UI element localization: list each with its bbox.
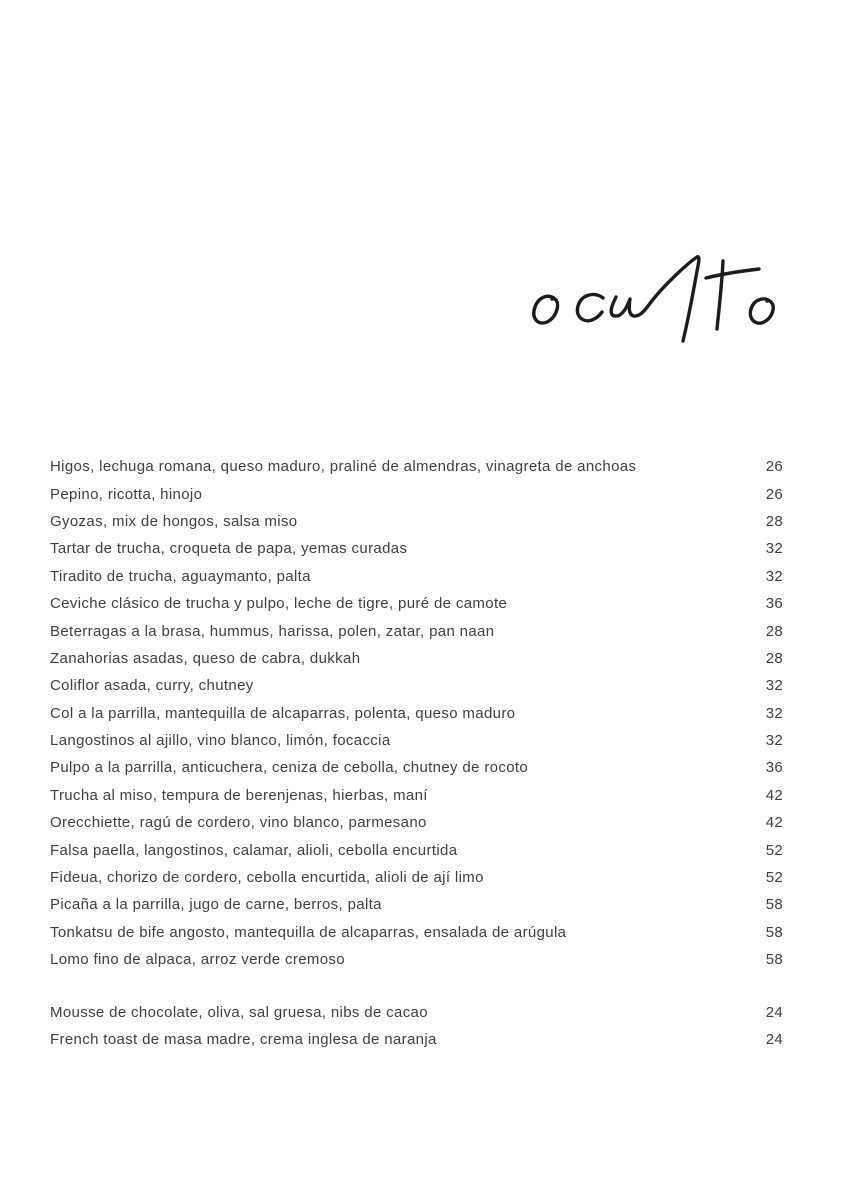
dish-price: 36: [765, 595, 783, 613]
dish-price: 36: [765, 759, 783, 777]
menu-item-row: [50, 563, 783, 590]
menu-item-row: [50, 453, 783, 480]
dish-name: Pulpo a la parrilla, anticuchera, ceniza de cebolla, chutney de rocoto: [50, 759, 529, 777]
oculto-logo-svg: [530, 248, 780, 348]
menu-item-row: [50, 700, 783, 727]
dish-price: 24: [765, 1003, 783, 1021]
dish-price: 32: [765, 704, 783, 722]
dish-name: Langostinos al ajillo, vino blanco, limón, focaccia: [50, 732, 391, 750]
dish-price: 26: [765, 485, 783, 503]
menu-item-row: [50, 1026, 783, 1053]
menu-item-row: [50, 535, 783, 562]
dish-price: 52: [765, 841, 783, 859]
dish-name: Ceviche clásico de trucha y pulpo, leche de tigre, puré de camote: [50, 595, 508, 613]
dish-price: 28: [765, 622, 783, 640]
dish-name: Fideua, chorizo de cordero, cebolla encurtida, alioli de ají limo: [50, 869, 484, 887]
menu-item-row: [50, 645, 783, 672]
menu-item-row: [50, 946, 783, 973]
dish-price: 42: [765, 814, 783, 832]
dish-price: 24: [765, 1031, 783, 1048]
dish-price: 32: [765, 540, 783, 558]
dish-price: 58: [765, 923, 783, 941]
dish-name: Tiradito de trucha, aguaymanto, palta: [50, 567, 311, 585]
menu-item-row: [50, 891, 783, 918]
dish-name: Higos, lechuga romana, queso maduro, praliné de almendras, vinagreta de anchoas: [50, 458, 637, 476]
menu-item-row: [50, 508, 783, 535]
dish-price: 32: [765, 677, 783, 695]
dish-price: 32: [765, 732, 783, 750]
menu-item-row: [50, 754, 783, 781]
dish-price: 28: [765, 512, 783, 530]
menu-item-row: [50, 836, 783, 863]
menu-item-row: [50, 782, 783, 809]
oculto-logo: [530, 248, 780, 348]
dish-price: 42: [765, 786, 783, 804]
menu-item-row: [50, 998, 783, 1025]
menu-section-desserts: [50, 998, 783, 1053]
dish-name: Picaña a la parrilla, jugo de carne, berros, palta: [50, 896, 382, 914]
dish-name: Falsa paella, langostinos, calamar, alioli, cebolla encurtida: [50, 841, 458, 859]
dish-name: Coliflor asada, curry, chutney: [50, 677, 254, 695]
menu-item-row: [50, 864, 783, 891]
dish-name: Mousse de chocolate, oliva, sal gruesa, nibs de cacao: [50, 1003, 428, 1021]
dish-price: 52: [765, 869, 783, 887]
dish-name: Lomo fino de alpaca, arroz verde cremoso: [50, 951, 345, 969]
dish-name: Pepino, ricotta, hinojo: [50, 485, 203, 503]
dish-price: 58: [765, 896, 783, 914]
dish-name: Trucha al miso, tempura de berenjenas, hierbas, maní: [50, 786, 428, 804]
menu-item-row: [50, 919, 783, 946]
menu-item-row: [50, 480, 783, 507]
menu-item-row: [50, 617, 783, 644]
dish-name: Col a la parrilla, mantequilla de alcaparras, polenta, queso maduro: [50, 704, 516, 722]
dish-price: 58: [765, 951, 783, 969]
dish-name: Zanahorias asadas, queso de cabra, dukkah: [50, 649, 361, 667]
menu-item-row: [50, 727, 783, 754]
menu-item-row: [50, 672, 783, 699]
dish-name: French toast de masa madre, crema inglesa de naranja: [50, 1031, 437, 1048]
dish-price: 32: [765, 567, 783, 585]
menu-item-row: [50, 809, 783, 836]
menu-item-row: [50, 590, 783, 617]
dish-name: Tonkatsu de bife angosto, mantequilla de alcaparras, ensalada de arúgula: [50, 923, 567, 941]
dish-name: Beterragas a la brasa, hummus, harissa, polen, zatar, pan naan: [50, 622, 495, 640]
dish-name: Tartar de trucha, croqueta de papa, yemas curadas: [50, 540, 408, 558]
dish-price: 26: [765, 458, 783, 476]
menu-list: [50, 453, 783, 1053]
dish-name: Orecchiette, ragú de cordero, vino blanco, parmesano: [50, 814, 427, 832]
dish-price: 28: [765, 649, 783, 667]
dish-name: Gyozas, mix de hongos, salsa miso: [50, 512, 298, 530]
menu-section-mains: [50, 453, 783, 973]
